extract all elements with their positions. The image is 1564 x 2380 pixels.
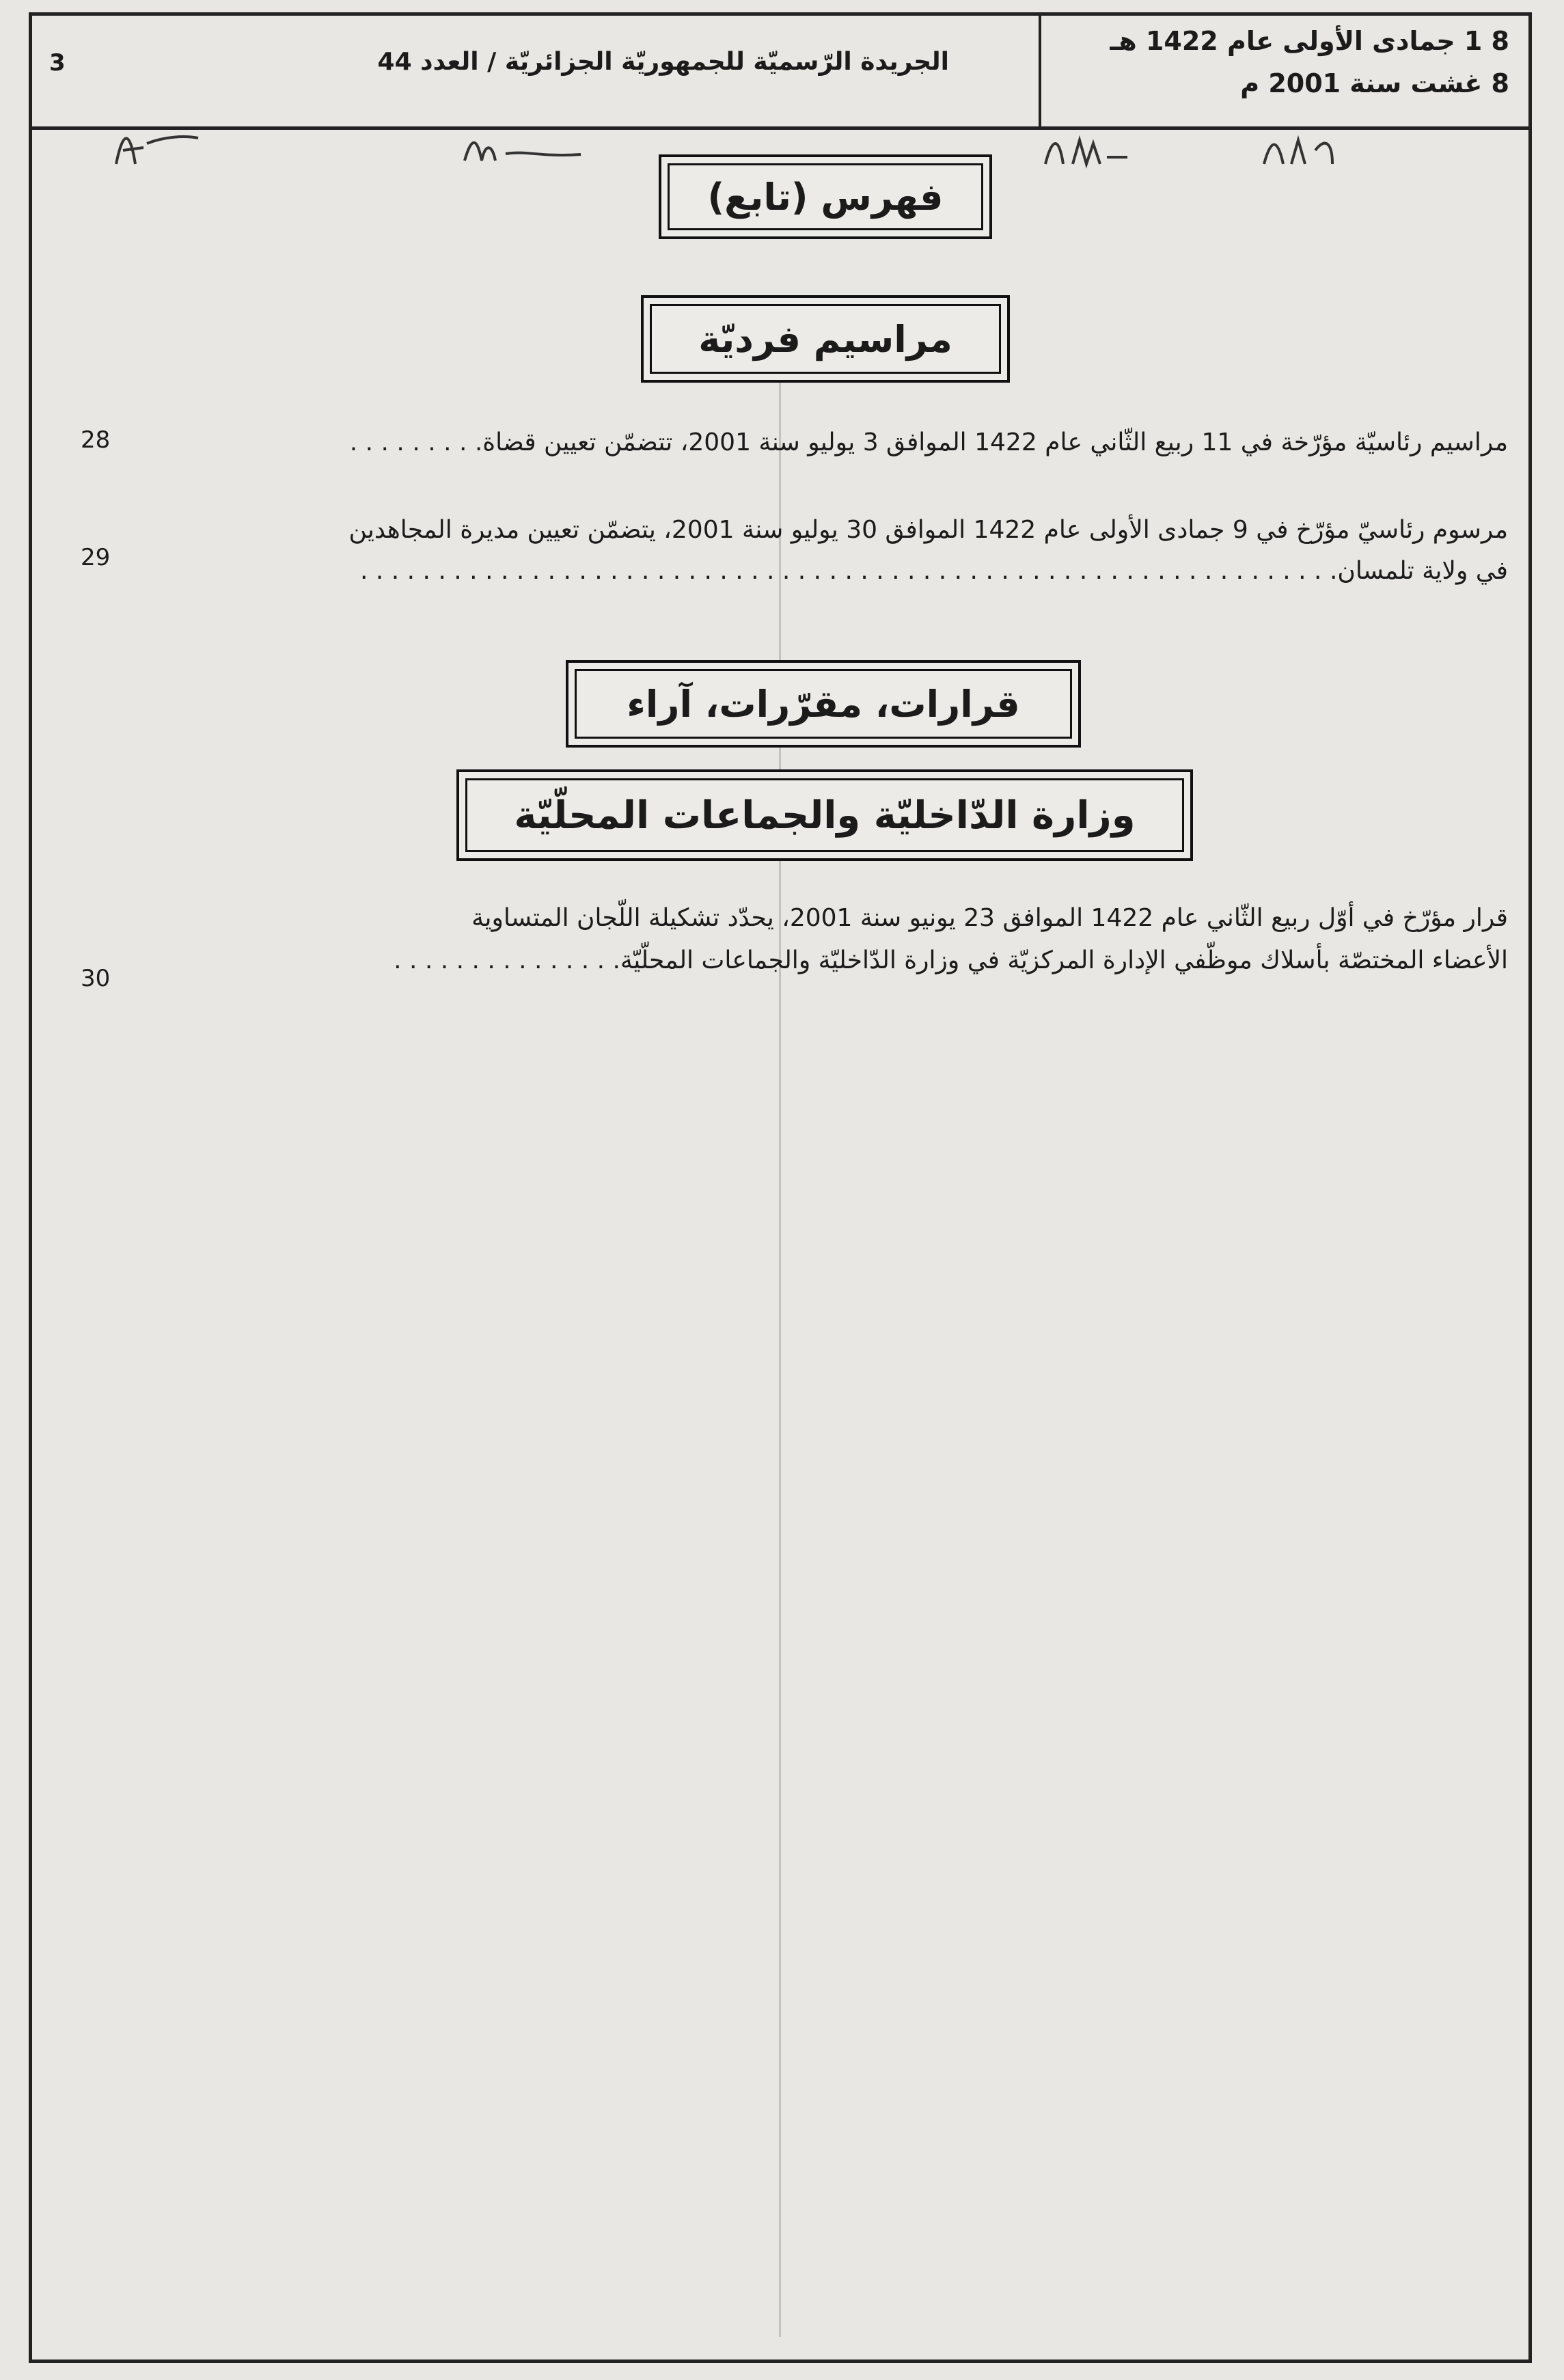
toc-entry-line: قرار مؤرّخ في أوّل ربيع الثّاني عام 1422 الموافق 23 يونيو سنة 2001، يحدّد تشكيلة اللّجان المتساوية <box>471 904 1508 932</box>
toc-entry-page: 29 <box>81 544 111 571</box>
toc-entry-page: 30 <box>81 965 111 992</box>
toc-entry-line: الأعضاء المختصّة بأسلاك موظّفي الإدارة المركزيّة في وزارة الدّاخليّة والجماعات المحلّيّة. . . . . . . . . . . . . . . <box>394 946 1508 974</box>
header-journal-title: الجريدة الرّسميّة للجمهوريّة الجزائريّة / العدد 44 <box>377 48 949 76</box>
toc-entry-line: في ولاية تلمسان. . . . . . . . . . . . . . . . . . . . . . . . . . . . . . . . . . . . . . . . . . . . . . . . . . . . . . . . . . . . . . . <box>359 557 1508 585</box>
toc-entry-page: 28 <box>81 426 111 454</box>
index-title: فهرس (تابع) <box>668 163 983 230</box>
ministry-heading-box <box>456 769 1193 861</box>
toc-entry-line: مرسوم رئاسيّ مؤرّخ في 9 جمادى الأولى عام 1422 الموافق 30 يوليو سنة 2001، يتضمّن تعيين مديرة المجاهدين <box>348 516 1508 544</box>
toc-entry-line: مراسيم رئاسيّة مؤرّخة في 11 ربيع الثّاني عام 1422 الموافق 3 يوليو سنة 2001، تتضمّن تعيين قضاة. . . . . . . . . <box>349 428 1508 456</box>
page-number: 3 <box>49 49 66 77</box>
header-date-gregorian: 8 غشت سنة 2001 م <box>1240 68 1509 98</box>
header-date-hijri: 8 1 جمادى الأولى عام 1422 هـ <box>1110 26 1509 56</box>
section-heading-decisions: قرارات، مقرّرات، آراء <box>575 669 1072 739</box>
ministry-heading: وزارة الدّاخليّة والجماعات المحلّيّة <box>465 778 1184 852</box>
header-divider <box>1039 12 1041 126</box>
section-heading-individual-decrees: مراسيم فرديّة <box>650 304 1001 374</box>
section-heading-box-decisions <box>566 660 1081 748</box>
section-heading-box-individual-decrees <box>641 295 1010 383</box>
index-title-box <box>659 154 992 239</box>
